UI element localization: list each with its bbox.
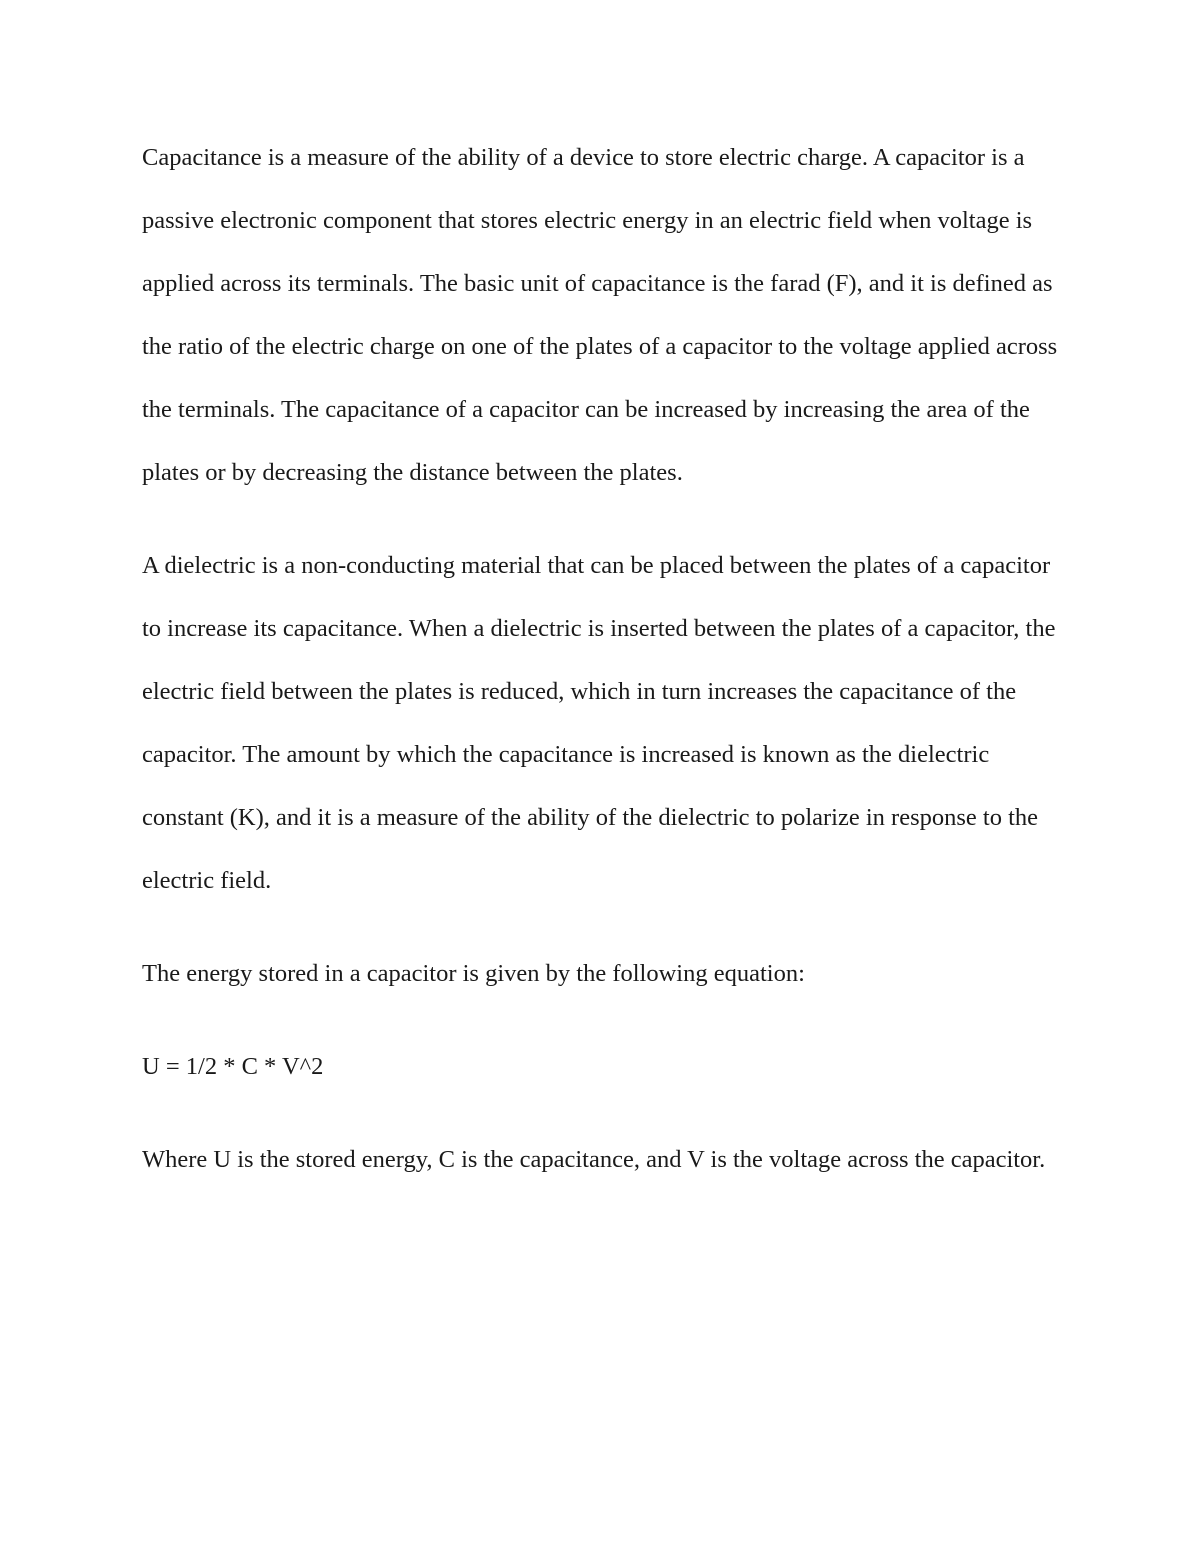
paragraph-dielectric: A dielectric is a non-conducting material that can be placed between the plates of a capacitor to increase its capacitance. When a dielectric is inserted between the plates of a capacitor, the electric field between the plates is reduced, which in turn increases the capacitance of the capacitor. The amount by which the capacitance is increased is known as the dielectric constant (K), and it is a measure of the ability of the dielectric to polarize in response to the electric field. (142, 552, 1056, 894)
paragraph-energy-intro: The energy stored in a capacitor is given by the following equation: (142, 960, 805, 987)
document-body (142, 126, 1062, 1221)
paragraph-equation-explanation: Where U is the stored energy, C is the capacitance, and V is the voltage across the capacitor. (142, 1146, 1046, 1173)
energy-equation: U = 1/2 * C * V^2 (142, 1053, 324, 1080)
paragraph-capacitance-definition: Capacitance is a measure of the ability of a device to store electric charge. A capacitor is a passive electronic component that stores electric energy in an electric field when voltage is applied across its terminals. The basic unit of capacitance is the farad (F), and it is defined as the ratio of the electric charge on one of the plates of a capacitor to the voltage applied across the terminals. The capacitance of a capacitor can be increased by increasing the area of the plates or by decreasing the distance between the plates. (142, 144, 1058, 486)
